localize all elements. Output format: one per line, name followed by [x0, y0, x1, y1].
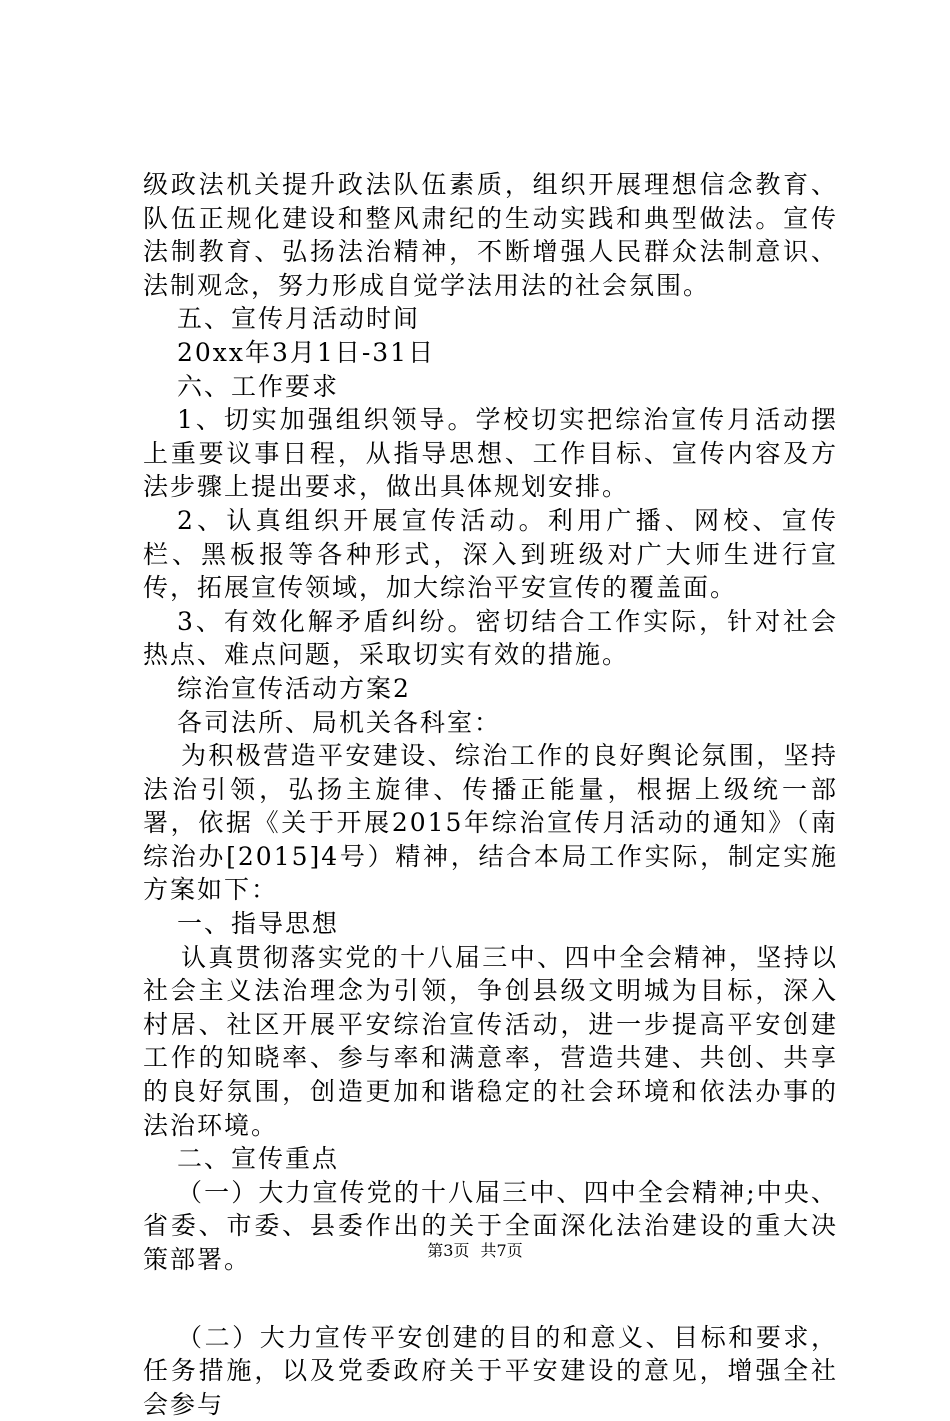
paragraph: 20xx年3月1日-31日: [177, 337, 436, 367]
paragraph: 级政法机关提升政法队伍素质，组织开展理想信念教育、队伍正规化建设和整风肃纪的生动实践和典型做法。宣传法制教育、弘扬法治精神，不断增强人民群众法制意识、法制观念，努力形成自觉学法用法的社会氛围。: [143, 170, 838, 300]
paragraph: 1、切实加强组织领导。学校切实把综治宣传月活动摆上重要议事日程，从指导思想、工作目标、宣传内容及方法步骤上提出要求，做出具体规划安排。: [143, 405, 838, 502]
paragraph: 2、认真组织开展宣传活动。利用广播、网校、宣传栏、黑板报等各种形式，深入到班级对广大师生进行宣传，拓展宣传领域，加大综治平安宣传的覆盖面。: [143, 505, 838, 603]
page-footer: [0, 1241, 950, 1261]
page-number: 第3页: [427, 1241, 470, 1260]
document-body: [143, 168, 838, 1421]
section-heading: 五、宣传月活动时间: [177, 304, 421, 334]
salutation: 各司法所、局机关各科室：: [177, 707, 502, 737]
paragraph: （一）大力宣传党的十八届三中、四中全会精神;中央、省委、市委、县委作出的关于全面深化法治建设的重大决策部署。: [143, 1177, 838, 1274]
section-heading: 六、工作要求: [177, 371, 340, 401]
paragraph: （二）大力宣传平安创建的目的和意义、目标和要求，任务措施，以及党委政府关于平安建设的意见，增强全社会参与: [143, 1322, 838, 1419]
section-heading: 一、指导思想: [177, 909, 340, 939]
document-title: 综治宣传活动方案2: [177, 673, 411, 703]
paragraph: 认真贯彻落实党的十八届三中、四中全会精神，坚持以社会主义法治理念为引领，争创县级文明城为目标，深入村居、社区开展平安综治宣传活动，进一步提高平安创建工作的知晓率、参与率和满意率，营造共建、共创、共享的良好氛围，创造更加和谐稳定的社会环境和依法办事的法治环境。: [143, 942, 838, 1140]
paragraph: 3、有效化解矛盾纠纷。密切结合工作实际，针对社会热点、难点问题，采取切实有效的措施。: [143, 606, 838, 670]
section-heading: 二、宣传重点: [177, 1144, 340, 1174]
page-total: 共7页: [480, 1241, 523, 1260]
paragraph: 为积极营造平安建设、综治工作的良好舆论氛围，坚持法治引领，弘扬主旋律、传播正能量，根据上级统一部署，依据《关于开展2015年综治宣传月活动的通知》（南综治办[2015]4号）精神，结合本局工作实际，制定实施方案如下：: [143, 741, 838, 905]
